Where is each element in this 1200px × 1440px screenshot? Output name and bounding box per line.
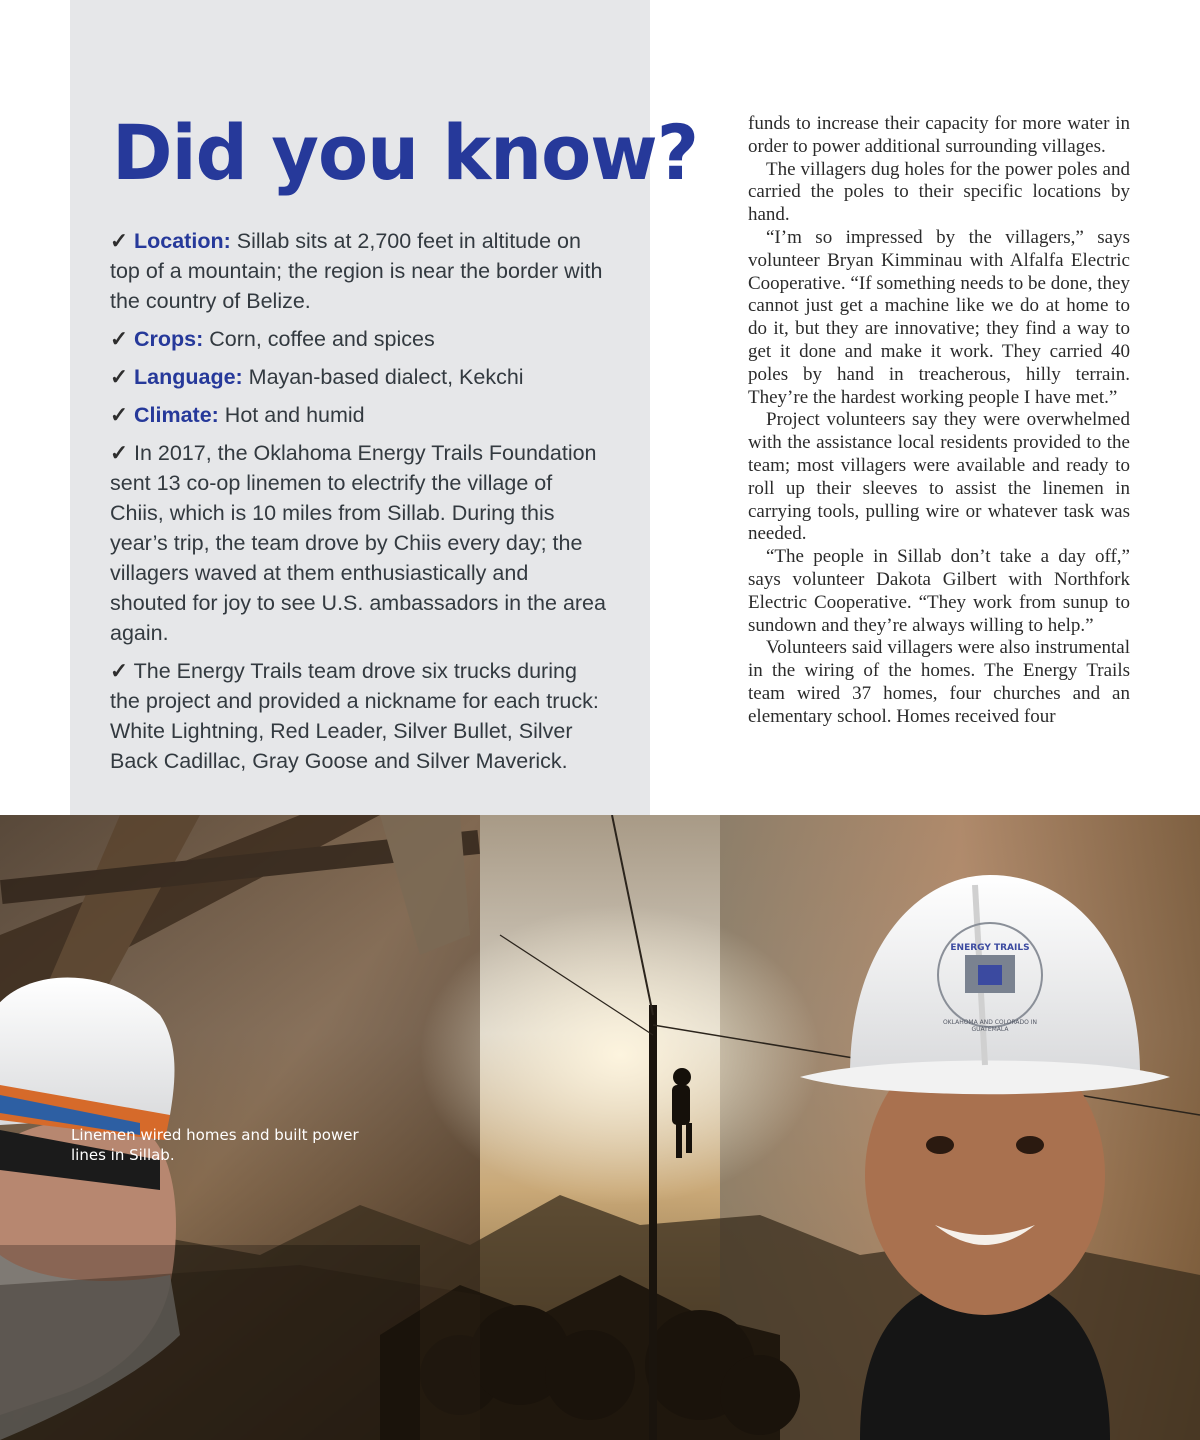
fact-label: Crops: bbox=[134, 327, 204, 351]
fact-label: Location: bbox=[134, 229, 231, 253]
article-paragraph: “I’m so impressed by the villagers,” says volunteer Bryan Kimminau with Alfalfa Electric Cooperative. “If something needs to be done, they cannot just get a machine like we do at home to do it, but they are innovative; they find a way to get it done and make it work. They carried 40 poles by hand in treacherous, hilly terrain. They’re the hardest working people I have met.” bbox=[748, 226, 1130, 408]
fact-text: Mayan-based dialect, Kekchi bbox=[242, 365, 524, 389]
checkmark-icon: ✓ bbox=[110, 327, 129, 351]
helmet-logo-subtext: OKLAHOMA AND COLORADO IN GUATEMALA bbox=[942, 1019, 1038, 1033]
facts-list bbox=[110, 226, 610, 784]
checkmark-icon: ✓ bbox=[110, 403, 129, 427]
fact-location bbox=[110, 226, 610, 316]
article-paragraph: “The people in Sillab don’t take a day off,” says volunteer Dakota Gilbert with Northfork Electric Cooperative. “They work from sunup to sundown and they’re always willing to help.” bbox=[748, 546, 1130, 636]
fact-label: Climate: bbox=[134, 403, 219, 427]
fact-language bbox=[110, 362, 610, 392]
article-column bbox=[748, 113, 1130, 729]
fact-crops bbox=[110, 324, 610, 354]
fact-text: In 2017, the Oklahoma Energy Trails Foundation sent 13 co-op linemen to electrify the village of Chiis, which is 10 miles from Sillab. During this year’s trip, the team drove by Chiis every day; the villagers waved at them enthusiastically and shouted for joy to see U.S. ambassadors in the area again. bbox=[110, 441, 606, 645]
fact-text: Corn, coffee and spices bbox=[203, 327, 435, 351]
fact-text: Sillab sits at 2,700 feet in altitude on top of a mountain; the region is near the border with the country of Belize. bbox=[110, 229, 603, 313]
article-paragraph: funds to increase their capacity for more water in order to power additional surrounding villages. bbox=[748, 113, 1130, 157]
fact-text: The Energy Trails team drove six trucks during the project and provided a nickname for each truck: White Lightning, Red Leader, Silver Bullet, Silver Back Cadillac, Gray Goose and Silver Maverick. bbox=[110, 659, 599, 773]
fact-2017-trip bbox=[110, 438, 610, 648]
caption-shade bbox=[0, 1245, 420, 1440]
checkmark-icon: ✓ bbox=[110, 659, 129, 683]
sun-glow bbox=[420, 905, 820, 1205]
fact-label: Language: bbox=[134, 365, 243, 389]
article-paragraph: Volunteers said villagers were also instrumental in the wiring of the homes. The Energy Trails team wired 37 homes, four churches and an elementary school. Homes received four bbox=[748, 637, 1130, 727]
article-paragraph: Project volunteers say they were overwhelmed with the assistance local residents provided to the team; most villagers were available and ready to roll up their sleeves to assist the linemen in carrying tools, pulling wire or whatever task was needed. bbox=[748, 409, 1130, 545]
fact-climate bbox=[110, 400, 610, 430]
sidebar-title: Did you know? bbox=[112, 108, 699, 197]
checkmark-icon: ✓ bbox=[110, 229, 129, 253]
fact-text: Hot and humid bbox=[218, 403, 365, 427]
article-paragraph: The villagers dug holes for the power poles and carried the poles to their specific locations by hand. bbox=[748, 158, 1130, 226]
checkmark-icon: ✓ bbox=[110, 441, 129, 465]
photo-caption: Linemen wired homes and built power lines in Sillab. bbox=[71, 1126, 359, 1164]
fact-truck-nicknames bbox=[110, 656, 610, 776]
did-you-know-sidebar bbox=[70, 0, 699, 815]
helmet-logo-text: ENERGY TRAILS bbox=[950, 943, 1030, 953]
checkmark-icon: ✓ bbox=[110, 365, 129, 389]
